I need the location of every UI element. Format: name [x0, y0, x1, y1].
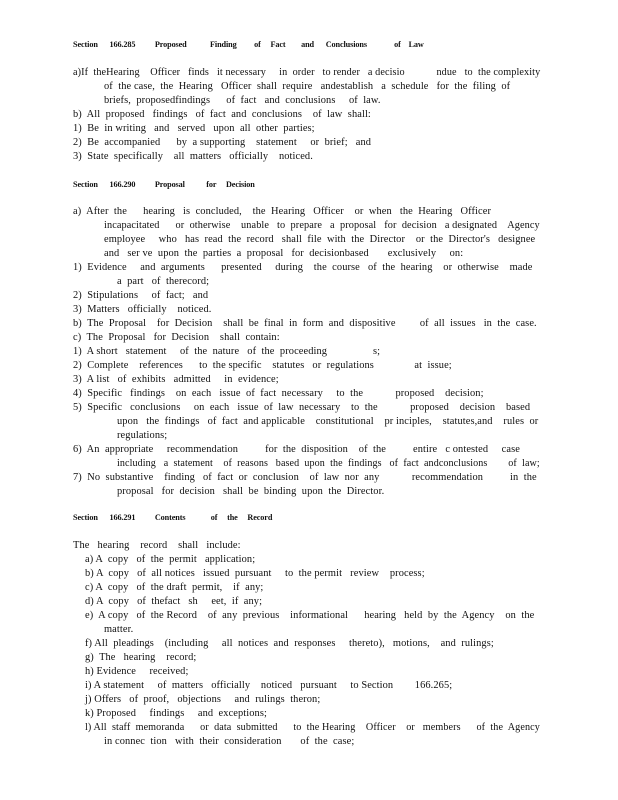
text-line: j) Offers of proof, objections and rulings theron;	[85, 694, 321, 705]
text-line: 2) Complete references to the specific statutes or regulations at issue;	[73, 360, 452, 371]
text-line: incapacitated or otherwise unable to prepare a proposal for decision a designated Agency	[104, 220, 540, 231]
text-line: b) A copy of all notices issued pursuant to the permit review process;	[85, 568, 425, 579]
section-heading-291: Section 166.291 Contents of the Record	[73, 513, 273, 522]
text-line: a part of therecord;	[117, 276, 210, 287]
text-line: c) A copy of the draft permit, if any;	[85, 582, 264, 593]
section-heading-285: Section 166.285 Proposed Finding of Fact and Conclusions of Law	[73, 40, 424, 49]
text-line: including a statement of reasons based upon the findings of fact andconclusions of law;	[117, 458, 540, 469]
text-line: 5) Specific conclusions on each issue of law necessary to the proposed decision based	[73, 402, 531, 413]
text-line: matter.	[104, 624, 134, 635]
text-line: employee who has read the record shall file with the Director or the Director's designee	[104, 234, 536, 245]
text-line: and ser ve upon the parties a proposal for decisionbased exclusively on:	[104, 248, 464, 259]
text-line: a) A copy of the permit application;	[85, 554, 256, 565]
text-line: briefs, proposedfindings of fact and conclusions of law.	[104, 95, 381, 106]
text-line: e) A copy of the Record of any previous informational hearing held by the Agency on the	[85, 610, 535, 621]
text-line: 7) No substantive finding of fact or conclusion of law nor any recommendation in the	[73, 472, 537, 483]
text-line: f) All pleadings (including all notices and responses thereto), motions, and rulings;	[85, 638, 494, 649]
text-line: 2) Stipulations of fact; and	[73, 290, 209, 301]
text-line: 6) An appropriate recommendation for the disposition of the entire c ontested case	[73, 444, 520, 455]
text-line: proposal for decision shall be binding upon the Director.	[117, 486, 385, 497]
text-line: 3) State specifically all matters officially noticed.	[73, 151, 313, 162]
text-line: 1) A short statement of the nature of the proceeding s;	[73, 346, 381, 357]
text-line: l) All staff memoranda or data submitted to the Hearing Officer or members of the Agency	[85, 722, 540, 733]
text-line: The hearing record shall include:	[73, 540, 241, 551]
text-line: h) Evidence received;	[85, 666, 189, 677]
text-line: c) The Proposal for Decision shall contain:	[73, 332, 280, 343]
text-line: of the case, the Hearing Officer shall require andestablish a schedule for the filing of	[104, 81, 511, 92]
text-line: upon the findings of fact and applicable constitutional pr inciples, statutes,and rules or	[117, 416, 539, 427]
text-line: g) The hearing record;	[85, 652, 197, 663]
text-line: 1) Be in writing and served upon all other parties;	[73, 123, 315, 134]
text-line: 1) Evidence and arguments presented during the course of the hearing or otherwise made	[73, 262, 533, 273]
text-line: regulations;	[117, 430, 168, 441]
text-line: in connec tion with their consideration of the case;	[104, 736, 355, 747]
text-line: b) All proposed findings of fact and conclusions of law shall:	[73, 109, 371, 120]
text-line: d) A copy of thefact sh eet, if any;	[85, 596, 263, 607]
section-heading-290: Section 166.290 Proposal for Decision	[73, 180, 255, 189]
text-line: 4) Specific findings on each issue of fact necessary to the proposed decision;	[73, 388, 484, 399]
text-line: a)If theHearing Officer finds it necessary in order to render a decisio ndue to the complexity	[73, 67, 541, 78]
text-line: k) Proposed findings and exceptions;	[85, 708, 267, 719]
text-line: b) The Proposal for Decision shall be final in form and dispositive of all issues in the case.	[73, 318, 537, 329]
text-line: i) A statement of matters officially noticed pursuant to Section 166.265;	[85, 680, 453, 691]
text-line: 3) A list of exhibits admitted in evidence;	[73, 374, 279, 385]
text-line: a) After the hearing is concluded, the Hearing Officer or when the Hearing Officer	[73, 206, 492, 217]
text-line: 3) Matters officially noticed.	[73, 304, 212, 315]
text-line: 2) Be accompanied by a supporting statement or brief; and	[73, 137, 372, 148]
